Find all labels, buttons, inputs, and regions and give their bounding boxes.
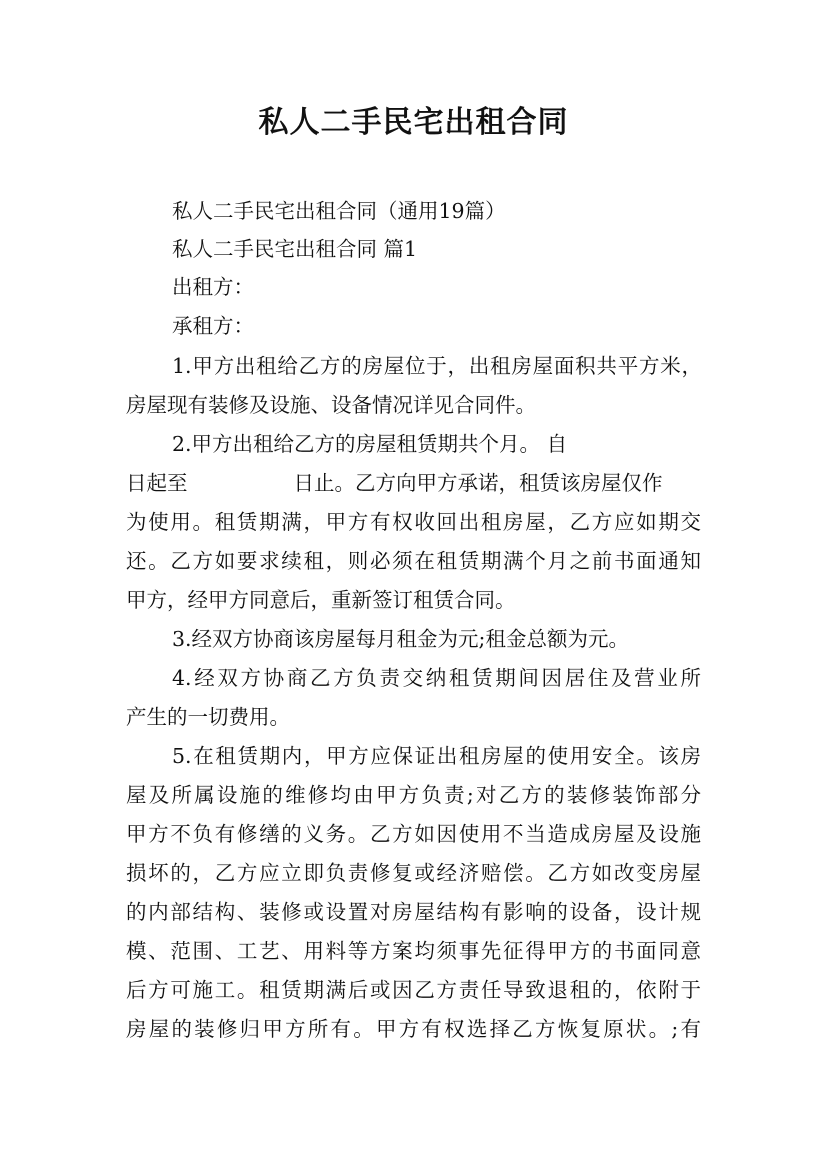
paragraph-line: 2.甲方出租给乙方的房屋租赁期共个月。 自 bbox=[172, 432, 568, 456]
paragraph-line: 甲方不负有修缮的义务。乙方如因使用不当造成房屋及设施 bbox=[126, 822, 701, 846]
paragraph-line: 5.在租赁期内，甲方应保证出租房屋的使用安全。该房 bbox=[172, 744, 701, 768]
paragraph-line: 为使用。租赁期满，甲方有权收回出租房屋，乙方应如期交 bbox=[126, 510, 701, 534]
paragraph-line: 私人二手民宅出租合同 篇1 bbox=[172, 237, 418, 261]
paragraph-line: 的内部结构、装修或设置对房屋结构有影响的设备，设计规 bbox=[126, 900, 701, 924]
paragraph-line: 1.甲方出租给乙方的房屋位于，出租房屋面积共平方米， bbox=[172, 354, 702, 378]
paragraph-line: 损坏的，乙方应立即负责修复或经济赔偿。乙方如改变房屋 bbox=[126, 861, 701, 885]
paragraph-line: 后方可施工。租赁期满后或因乙方责任导致退租的，依附于 bbox=[126, 978, 701, 1002]
date-end-text: 日止。乙方向甲方承诺，租赁该房屋仅作 bbox=[293, 471, 663, 495]
paragraph-line bbox=[126, 464, 663, 502]
paragraph-line: 4.经双方协商乙方负责交纳租赁期间因居住及营业所 bbox=[172, 666, 701, 690]
paragraph-line: 3.经双方协商该房屋每月租金为元;租金总额为元。 bbox=[172, 627, 629, 651]
paragraph-line: 私人二手民宅出租合同（通用19篇） bbox=[172, 199, 506, 223]
paragraph-line: 房屋现有装修及设施、设备情况详见合同件。 bbox=[126, 393, 536, 417]
paragraph-line: 承租方： bbox=[172, 314, 254, 338]
paragraph-line: 模、范围、工艺、用料等方案均须事先征得甲方的书面同意 bbox=[126, 939, 701, 963]
paragraph-line: 屋及所属设施的维修均由甲方负责;对乙方的装修装饰部分 bbox=[126, 783, 701, 807]
document-title: 私人二手民宅出租合同 bbox=[258, 105, 569, 140]
paragraph-line: 出租方： bbox=[172, 275, 254, 299]
paragraph-line: 甲方，经甲方同意后，重新签订租赁合同。 bbox=[126, 588, 516, 612]
paragraph-line: 房屋的装修归甲方所有。甲方有权选择乙方恢复原状。;有 bbox=[126, 1017, 701, 1041]
date-start-text: 日起至 bbox=[126, 471, 188, 495]
paragraph-line: 产生的一切费用。 bbox=[126, 705, 290, 729]
paragraph-line: 还。乙方如要求续租，则必须在租赁期满个月之前书面通知 bbox=[126, 549, 701, 573]
